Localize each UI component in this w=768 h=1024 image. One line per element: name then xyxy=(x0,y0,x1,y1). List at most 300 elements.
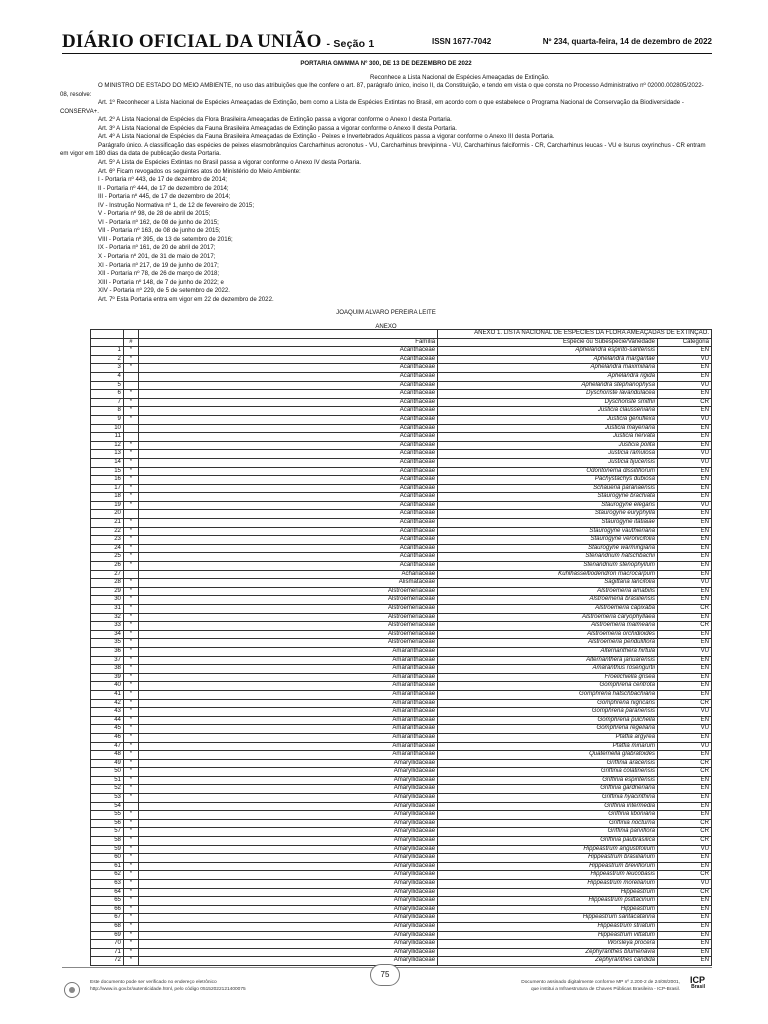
article-6: Art. 6º Ficam revogados os seguintes atos do Ministério do Meio Ambiente: xyxy=(98,167,301,175)
row-marker: * xyxy=(123,476,138,485)
caption-spacer xyxy=(91,330,124,339)
row-family: Amaranthaceae xyxy=(138,733,437,742)
table-row xyxy=(91,690,712,699)
row-category: VU xyxy=(657,742,711,751)
row-category: EN xyxy=(657,596,711,605)
row-species: Hippeastrum breviflorum xyxy=(438,862,658,871)
table-row xyxy=(91,819,712,828)
row-category: EN xyxy=(657,751,711,760)
row-species: Griffinia colatinensis xyxy=(438,768,658,777)
row-number: 61 xyxy=(91,862,124,871)
row-number: 60 xyxy=(91,854,124,863)
revoked-act-item: III - Portaria nº 445, de 17 de dezembro de 2014; xyxy=(98,193,231,201)
row-number: 51 xyxy=(91,776,124,785)
row-family: Acanthaceae xyxy=(138,484,437,493)
table-row xyxy=(91,682,712,691)
row-number: 30 xyxy=(91,596,124,605)
row-species: Griffinia parviflora xyxy=(438,828,658,837)
row-family: Amaryllidaceae xyxy=(138,880,437,889)
row-number: 41 xyxy=(91,690,124,699)
row-number: 11 xyxy=(91,433,124,442)
table-row xyxy=(91,527,712,536)
row-family: Amaranthaceae xyxy=(138,699,437,708)
row-family: Amaryllidaceae xyxy=(138,802,437,811)
row-species: Griffinia aracensis xyxy=(438,759,658,768)
row-marker: * xyxy=(123,398,138,407)
header-category: Categoria xyxy=(657,338,711,347)
row-category: CR xyxy=(657,871,711,880)
table-row xyxy=(91,647,712,656)
row-number: 38 xyxy=(91,665,124,674)
row-family: Acanthaceae xyxy=(138,501,437,510)
row-marker: * xyxy=(123,828,138,837)
row-family: Acanthaceae xyxy=(138,381,437,390)
header-rule xyxy=(62,53,712,54)
row-species: Griffinia espiritensis xyxy=(438,776,658,785)
table-row xyxy=(91,768,712,777)
row-marker: * xyxy=(123,914,138,923)
row-species: Staurogyne vauthieriana xyxy=(438,527,658,536)
preamble: O MINISTRO DE ESTADO DO MEIO AMBIENTE, no uso das atribuições que lhe confere o art. 87, parágrafo único, inciso II, da Constituição, e tendo em vista o que consta no Processo Administrativo nº 02000.002805/2022-08, resolve: xyxy=(60,82,704,98)
row-category: EN xyxy=(657,347,711,356)
row-family: Alstroemeriaceae xyxy=(138,622,437,631)
revoked-act-item: VIII - Portaria nº 395, de 13 de setembro de 2016; xyxy=(98,235,233,243)
row-category: VU xyxy=(657,415,711,424)
row-family: Acanthaceae xyxy=(138,372,437,381)
row-marker: * xyxy=(123,501,138,510)
row-species: Griffinia gardneriana xyxy=(438,785,658,794)
row-category: VU xyxy=(657,647,711,656)
row-marker: * xyxy=(123,957,138,966)
flora-table xyxy=(90,329,712,966)
row-marker: * xyxy=(123,733,138,742)
table-row xyxy=(91,862,712,871)
row-family: Amaryllidaceae xyxy=(138,776,437,785)
row-marker: * xyxy=(123,673,138,682)
row-family: Amaryllidaceae xyxy=(138,785,437,794)
row-category: EN xyxy=(657,424,711,433)
article-1: Art. 1º Reconhecer a Lista Nacional de Espécies Ameaçadas de Extinção, bem como a Lista de Espécies Extintas no Brasil, em acordo com o que estabelece o Programa Nacional de Conservação da Biodiversidade - CONSERVA+. xyxy=(60,99,684,115)
row-species: Staurogyne brachiata xyxy=(438,493,658,502)
row-species: Alstroemeria orchidioides xyxy=(438,630,658,639)
row-species: Alternanthera januarensis xyxy=(438,656,658,665)
row-family: Acanthaceae xyxy=(138,458,437,467)
row-number: 16 xyxy=(91,476,124,485)
row-family: Alstroemeriaceae xyxy=(138,630,437,639)
row-marker: * xyxy=(123,450,138,459)
row-category: EN xyxy=(657,665,711,674)
row-family: Amaryllidaceae xyxy=(138,940,437,949)
table-row xyxy=(91,484,712,493)
row-category: EN xyxy=(657,811,711,820)
revoked-act-item: X - Portaria nº 201, de 31 de maio de 2017; xyxy=(98,253,216,261)
row-marker: * xyxy=(123,888,138,897)
row-family: Alismataceae xyxy=(138,579,437,588)
row-species: Stenandrium hatschbachii xyxy=(438,553,658,562)
row-family: Acanthaceae xyxy=(138,562,437,571)
row-marker: * xyxy=(123,407,138,416)
row-category: EN xyxy=(657,364,711,373)
article-4: Art. 4º A Lista Nacional de Espécies da Fauna Brasileira Ameaçadas de Extinção - Peixes e Invertebrados Aquáticos passa a vigorar conforme o Anexo III desta Portaria. xyxy=(98,133,555,141)
row-marker xyxy=(123,802,138,811)
row-family: Alstroemeriaceae xyxy=(138,639,437,648)
row-species: Hippeastrum xyxy=(438,905,658,914)
row-category: VU xyxy=(657,450,711,459)
table-row xyxy=(91,639,712,648)
row-family: Amaryllidaceae xyxy=(138,794,437,803)
table-row xyxy=(91,716,712,725)
row-family: Amaryllidaceae xyxy=(138,922,437,931)
row-marker xyxy=(123,424,138,433)
row-marker: * xyxy=(123,690,138,699)
row-family: Amaryllidaceae xyxy=(138,837,437,846)
row-species: Hippeastrum psittacinum xyxy=(438,897,658,906)
table-row xyxy=(91,372,712,381)
row-family: Acanthaceae xyxy=(138,441,437,450)
row-species: Gomphrena regeliana xyxy=(438,725,658,734)
row-category: VU xyxy=(657,458,711,467)
row-marker: * xyxy=(123,940,138,949)
row-category: EN xyxy=(657,390,711,399)
row-category: EN xyxy=(657,682,711,691)
row-marker: * xyxy=(123,441,138,450)
table-row xyxy=(91,544,712,553)
table-row xyxy=(91,364,712,373)
table-row xyxy=(91,622,712,631)
row-category: EN xyxy=(657,570,711,579)
row-species: Schaueria paranaensis xyxy=(438,484,658,493)
row-number: 48 xyxy=(91,751,124,760)
footer-right-line1: Documento assinado digitalmente conforme MP nº 2.200-2 de 24/08/2001, xyxy=(521,980,680,985)
row-species: Justicia clausseniana xyxy=(438,407,658,416)
row-species: Justicia polita xyxy=(438,441,658,450)
row-number: 55 xyxy=(91,811,124,820)
journal-name: DIÁRIO OFICIAL DA UNIÃO xyxy=(62,31,322,52)
row-family: Alstroemeriaceae xyxy=(138,587,437,596)
row-family: Amaranthaceae xyxy=(138,673,437,682)
row-category: EN xyxy=(657,562,711,571)
row-number: 12 xyxy=(91,441,124,450)
row-marker: * xyxy=(123,725,138,734)
row-marker: * xyxy=(123,467,138,476)
row-family: Acanthaceae xyxy=(138,544,437,553)
table-row xyxy=(91,347,712,356)
row-family: Acanthaceae xyxy=(138,424,437,433)
row-family: Amaryllidaceae xyxy=(138,914,437,923)
row-marker: * xyxy=(123,931,138,940)
row-number: 5 xyxy=(91,381,124,390)
row-number: 46 xyxy=(91,733,124,742)
row-family: Amaryllidaceae xyxy=(138,871,437,880)
row-number: 44 xyxy=(91,716,124,725)
footer-verification xyxy=(90,980,246,993)
revoked-act-item: VII - Portaria nº 163, de 08 de junho de 2015; xyxy=(98,227,221,235)
table-row xyxy=(91,467,712,476)
row-marker: * xyxy=(123,665,138,674)
row-marker: * xyxy=(123,794,138,803)
row-number: 24 xyxy=(91,544,124,553)
row-family: Amaryllidaceae xyxy=(138,828,437,837)
row-species: Dyschoriste smithii xyxy=(438,398,658,407)
issn: ISSN 1677-7042 xyxy=(432,37,492,46)
portaria-ementa: Reconhece a Lista Nacional de Espécies Ameaçadas de Extinção. xyxy=(370,73,550,81)
row-species: Alstroemeria penduliflora xyxy=(438,639,658,648)
table-row xyxy=(91,880,712,889)
row-marker: * xyxy=(123,553,138,562)
row-category: EN xyxy=(657,467,711,476)
row-category: CR xyxy=(657,768,711,777)
header-num xyxy=(91,338,124,347)
table-row xyxy=(91,458,712,467)
icp-logo-top: ICP xyxy=(690,975,706,985)
row-category: CR xyxy=(657,888,711,897)
row-species: Aphelandra margaritae xyxy=(438,355,658,364)
row-category: CR xyxy=(657,819,711,828)
row-marker: * xyxy=(123,751,138,760)
row-species: Amaranthus rosengurtii xyxy=(438,665,658,674)
row-category: EN xyxy=(657,733,711,742)
row-family: Amaryllidaceae xyxy=(138,768,437,777)
row-number: 17 xyxy=(91,484,124,493)
document-body xyxy=(60,60,712,331)
row-number: 49 xyxy=(91,759,124,768)
row-family: Amaranthaceae xyxy=(138,647,437,656)
row-number: 36 xyxy=(91,647,124,656)
row-category: CR xyxy=(657,837,711,846)
table-row xyxy=(91,501,712,510)
row-family: Amaryllidaceae xyxy=(138,819,437,828)
row-marker: * xyxy=(123,854,138,863)
row-marker: * xyxy=(123,347,138,356)
row-species: Hippeastrum santacatarina xyxy=(438,914,658,923)
table-row xyxy=(91,355,712,364)
table-row xyxy=(91,871,712,880)
row-species: Alstroemeria malmeana xyxy=(438,622,658,631)
table-row xyxy=(91,888,712,897)
row-number: 67 xyxy=(91,914,124,923)
row-number: 20 xyxy=(91,510,124,519)
caption-spacer xyxy=(123,330,138,339)
row-family: Acanthaceae xyxy=(138,415,437,424)
table-caption: ANEXO 1. LISTA NACIONAL DE ESPÉCIES DA FLORA AMEAÇADAS DE EXTINÇÃO. xyxy=(438,330,712,339)
signatory: JOAQUIM ALVARO PEREIRA LEITE xyxy=(336,309,436,317)
row-marker: * xyxy=(123,613,138,622)
row-category: CR xyxy=(657,699,711,708)
row-category: EN xyxy=(657,441,711,450)
table-row xyxy=(91,931,712,940)
row-category: EN xyxy=(657,433,711,442)
row-marker: * xyxy=(123,811,138,820)
row-marker: * xyxy=(123,544,138,553)
row-family: Amaryllidaceae xyxy=(138,888,437,897)
table-row xyxy=(91,536,712,545)
row-category: EN xyxy=(657,905,711,914)
row-number: 47 xyxy=(91,742,124,751)
row-number: 68 xyxy=(91,922,124,931)
row-marker: * xyxy=(123,527,138,536)
row-marker xyxy=(123,510,138,519)
row-marker: * xyxy=(123,639,138,648)
row-marker: * xyxy=(123,493,138,502)
table-row xyxy=(91,665,712,674)
row-category: CR xyxy=(657,759,711,768)
row-number: 35 xyxy=(91,639,124,648)
table-row xyxy=(91,579,712,588)
row-number: 42 xyxy=(91,699,124,708)
row-number: 52 xyxy=(91,785,124,794)
table-row xyxy=(91,493,712,502)
table-row xyxy=(91,596,712,605)
row-marker: * xyxy=(123,862,138,871)
row-number: 25 xyxy=(91,553,124,562)
row-category: EN xyxy=(657,656,711,665)
row-category: EN xyxy=(657,862,711,871)
row-family: Acanthaceae xyxy=(138,536,437,545)
row-number: 62 xyxy=(91,871,124,880)
row-species: Gomphrena hatschbachiana xyxy=(438,690,658,699)
row-category: EN xyxy=(657,639,711,648)
row-species: Justicia ramulosa xyxy=(438,450,658,459)
row-number: 10 xyxy=(91,424,124,433)
table-row xyxy=(91,905,712,914)
row-species: Griffinia paubrasilica xyxy=(438,837,658,846)
table-row xyxy=(91,415,712,424)
table-row xyxy=(91,922,712,931)
row-number: 43 xyxy=(91,708,124,717)
row-species: Quaternella glabratoides xyxy=(438,751,658,760)
row-species: Justicia nervata xyxy=(438,433,658,442)
row-family: Amaranthaceae xyxy=(138,725,437,734)
row-species: Hippeastrum striatum xyxy=(438,922,658,931)
table-row xyxy=(91,854,712,863)
row-species: Griffinia nocturna xyxy=(438,819,658,828)
row-marker xyxy=(123,433,138,442)
row-number: 8 xyxy=(91,407,124,416)
row-species: Alstroemeria amabilis xyxy=(438,587,658,596)
row-marker: * xyxy=(123,622,138,631)
table-row xyxy=(91,751,712,760)
row-species: Zephyranthes candida xyxy=(438,957,658,966)
row-number: 29 xyxy=(91,587,124,596)
row-family: Achariaceae xyxy=(138,570,437,579)
table-row xyxy=(91,699,712,708)
row-number: 4 xyxy=(91,372,124,381)
footer-right-line2: que institui a Infraestrutura de Chaves Públicas Brasileira - ICP-Brasil. xyxy=(530,986,680,992)
row-marker: * xyxy=(123,682,138,691)
row-number: 45 xyxy=(91,725,124,734)
table-row xyxy=(91,811,712,820)
row-category: EN xyxy=(657,493,711,502)
row-species: Aphelandra espirito-santensis xyxy=(438,347,658,356)
table-header-row xyxy=(91,338,712,347)
row-family: Amaranthaceae xyxy=(138,682,437,691)
row-marker: * xyxy=(123,922,138,931)
row-number: 2 xyxy=(91,355,124,364)
row-number: 58 xyxy=(91,837,124,846)
row-category: EN xyxy=(657,776,711,785)
row-marker: * xyxy=(123,647,138,656)
row-marker: * xyxy=(123,656,138,665)
footer-left-line1: Este documento pode ser verificado no endereço eletrônico xyxy=(90,980,217,985)
table-row xyxy=(91,424,712,433)
article-2: Art. 2º A Lista Nacional de Espécies da Flora Brasileira Ameaçadas de Extinção passa a vigorar conforme o Anexo I desta Portaria. xyxy=(98,116,452,124)
row-species: Alstroemeria caryophyllaea xyxy=(438,613,658,622)
row-marker: * xyxy=(123,845,138,854)
table-row xyxy=(91,510,712,519)
table-row xyxy=(91,948,712,957)
row-category: EN xyxy=(657,690,711,699)
row-species: Dyschoriste lavandulacea xyxy=(438,390,658,399)
row-marker: * xyxy=(123,579,138,588)
table-row xyxy=(91,562,712,571)
row-category: EN xyxy=(657,914,711,923)
table-row xyxy=(91,605,712,614)
row-family: Amaryllidaceae xyxy=(138,905,437,914)
row-species: Hippeastrum morelianum xyxy=(438,880,658,889)
row-category: EN xyxy=(657,716,711,725)
table-row xyxy=(91,759,712,768)
row-family: Alstroemeriaceae xyxy=(138,613,437,622)
row-category: EN xyxy=(657,544,711,553)
article-7: Art. 7º Esta Portaria entra em vigor em 22 de dezembro de 2022. xyxy=(98,295,274,303)
row-family: Acanthaceae xyxy=(138,407,437,416)
row-family: Acanthaceae xyxy=(138,433,437,442)
row-family: Amaryllidaceae xyxy=(138,931,437,940)
row-species: Sagittaria lancifolia xyxy=(438,579,658,588)
row-category: EN xyxy=(657,527,711,536)
row-category: EN xyxy=(657,922,711,931)
row-category: EN xyxy=(657,372,711,381)
row-species: Aphelandra rigida xyxy=(438,372,658,381)
row-category: EN xyxy=(657,476,711,485)
row-category: VU xyxy=(657,725,711,734)
table-row xyxy=(91,450,712,459)
row-marker: * xyxy=(123,390,138,399)
row-number: 71 xyxy=(91,948,124,957)
table-row xyxy=(91,708,712,717)
table-row xyxy=(91,433,712,442)
row-number: 40 xyxy=(91,682,124,691)
row-species: Staurogyne warmingiana xyxy=(438,544,658,553)
row-marker: * xyxy=(123,415,138,424)
row-category: VU xyxy=(657,880,711,889)
row-marker: * xyxy=(123,536,138,545)
portaria-title: PORTARIA GM/MMA Nº 300, DE 13 DE DEZEMBRO DE 2022 xyxy=(300,60,472,67)
row-species: Aphelandra maximiliana xyxy=(438,364,658,373)
page-number: 75 xyxy=(370,964,400,986)
row-category: CR xyxy=(657,605,711,614)
row-species: Worsleya procera xyxy=(438,940,658,949)
row-marker: * xyxy=(123,458,138,467)
row-number: 14 xyxy=(91,458,124,467)
row-family: Acanthaceae xyxy=(138,519,437,528)
row-number: 7 xyxy=(91,398,124,407)
row-family: Amaryllidaceae xyxy=(138,948,437,957)
page-footer xyxy=(62,967,712,999)
row-category: EN xyxy=(657,785,711,794)
row-marker: * xyxy=(123,768,138,777)
row-number: 66 xyxy=(91,905,124,914)
journal-title xyxy=(62,33,374,53)
footer-left-line2: http://www.in.gov.br/autenticidade.html, pelo código 05152022121400075 xyxy=(90,986,246,992)
row-family: Acanthaceae xyxy=(138,355,437,364)
caption-spacer xyxy=(138,330,437,339)
table-row xyxy=(91,398,712,407)
row-category: EN xyxy=(657,484,711,493)
row-category: EN xyxy=(657,673,711,682)
revoked-act-item: V - Portaria nº 98, de 28 de abril de 2015; xyxy=(98,210,211,218)
row-family: Acanthaceae xyxy=(138,553,437,562)
